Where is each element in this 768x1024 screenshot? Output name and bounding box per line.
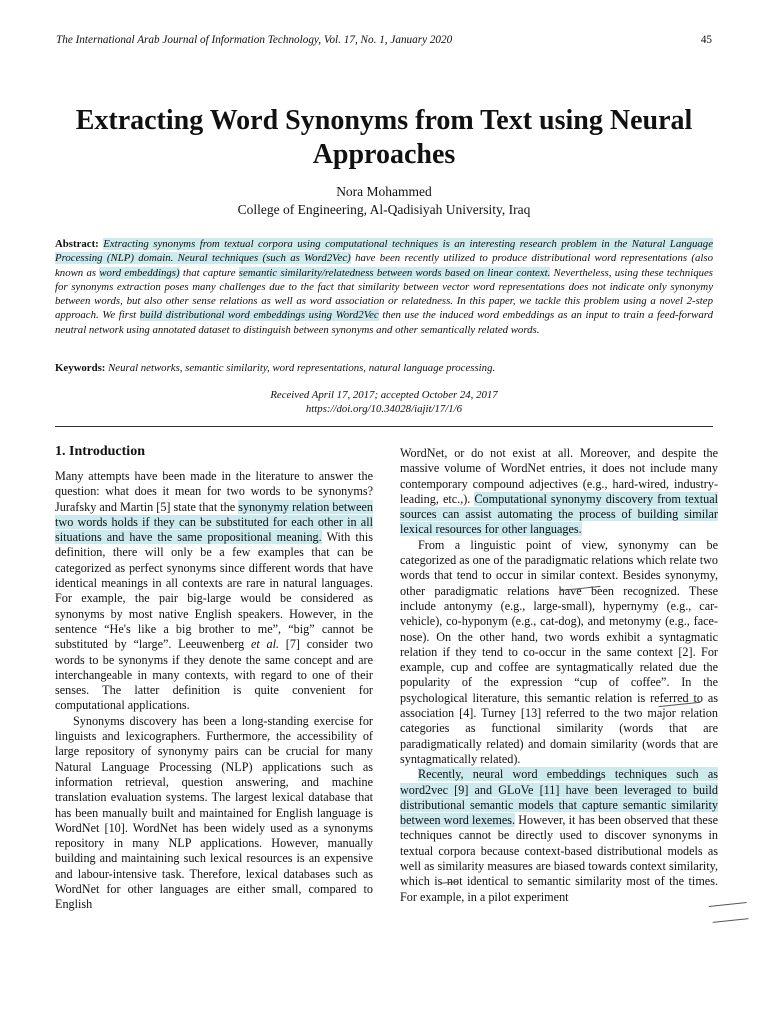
highlight: synonymy relation between two words holds if they can be substituted for each other in all situations and have the same propositional meaning. xyxy=(55,499,373,545)
paragraph: Synonyms discovery has been a long-standing exercise for linguists and lexicographers. Furthermore, the accessibility of large repository of synonymy pairs can be crucial for many Natural Language Processing (NLP) applications such as information retrieval, question answering, and machine translation evaluation systems. The largest lexical database that has been manually built and maintained for English language is WordNet [10]. WordNet has been widely used as a synonyms repository in many NLP applications. However, manually building and maintaining such lexical resources is an expensive and labour-intensive task. Therefore, lexical databases such as WordNet for other languages are either small, compared to English xyxy=(55,713,373,912)
paragraph-text: With this definition, there will only be a few examples that can be categorized as perfect synonyms since different words that have identical meanings in all contexts are rare in natural languages. For example, the pair big-large would be considered as synonyms by most native English speakers. However, in the sentence “He's like a big brother to me”, “big” cannot be substituted by “large”. Leeuwenberg xyxy=(55,530,373,652)
handwritten-annotation xyxy=(711,906,748,923)
section-heading: 1. Introduction xyxy=(55,444,145,459)
author-name: Nora Mohammed xyxy=(336,184,432,199)
paragraph xyxy=(55,469,373,714)
received-info xyxy=(40,388,728,416)
highlight: build distributional word embeddings using Word2Vec xyxy=(139,309,379,322)
paragraph-text: WordNet, or do not exist at all. Moreover, and despite the massive volume of WordNet entries, it does not include many contemporary compound adjectives (e.g., hard-wired, industry-leading, etc.,). xyxy=(400,446,718,506)
left-column xyxy=(55,444,373,913)
abstract xyxy=(55,237,713,337)
divider xyxy=(55,426,713,427)
paragraph: From a linguistic point of view, synonymy can be categorized as one of the paradigmatic relations which relate two words that tend to occur in similar context. Besides synonymy, other paradigmatic relations have been recognized. These include antonymy (e.g., large-small), hypernymy (e.g., car-vehicle), co-hyponym (e.g., cat-dog), and metonymy (e.g., face- nose). On the other hand, two words exhibit a syntagmatic relation if they tend to co-occur in the same context [2]. For example, cup and coffee are syntagmatically related due the popularity of the expression “cup of coffee”. In the psychological literature, this semantic relation is referred to as association [4]. Turney [13] referred to the two major relation categories as functional similarity (words that are paradigmatically related) and domain similarity (words that are syntagmatically related). xyxy=(400,537,718,766)
paper-title xyxy=(40,104,728,172)
paragraph-text: [7] consider two words to be synonyms if they denote the same concept and are interchangeable in many contexts, with regard to one of their senses. The latter definition is quite convenient for computational applications. xyxy=(55,637,373,713)
abstract-text: that capture xyxy=(179,266,239,279)
et-al: et al. xyxy=(251,637,280,652)
highlight: word embeddings) xyxy=(99,266,180,279)
highlight: semantic similarity/relatedness between words based on linear context. xyxy=(238,266,551,279)
author-block xyxy=(40,183,728,219)
running-head xyxy=(56,34,712,46)
right-column xyxy=(400,446,718,905)
paragraph xyxy=(400,446,718,538)
paragraph xyxy=(400,767,718,905)
paragraph-text: Many attempts have been made in the literature to answer the question: what does it mean for two words to be synonyms? Jurafsky and Martin [5] state that the xyxy=(55,469,373,514)
handwritten-annotation xyxy=(440,873,459,884)
keywords xyxy=(55,361,713,375)
doi-link[interactable]: https://doi.org/10.34028/iajit/17/1/6 xyxy=(305,403,463,415)
abstract-text: have been recently utilized to produce distributional word representations (also known as xyxy=(55,252,713,279)
highlight: Extracting synonyms from textual corpora using computational techniques is an interesting research problem in the Natural Language Processing (NLP) domain. Neural techniques (such as Word2Vec) xyxy=(55,238,713,265)
page-number: 45 xyxy=(700,34,712,46)
keywords-text: Neural networks, semantic similarity, word representations, natural language processing. xyxy=(108,362,496,374)
handwritten-annotation xyxy=(707,888,746,907)
received-dates: Received April 17, 2017; accepted October 24, 2017 xyxy=(270,389,498,401)
abstract-text: then use the induced word embeddings as an input to train a feed-forward neutral network using annotated dataset to distinguish between synonyms and other semantically related words. xyxy=(55,309,713,336)
journal-citation: The International Arab Journal of Information Technology, Vol. 17, No. 1, January 2020 xyxy=(56,34,453,46)
highlight: Computational synonymy discovery from textual sources can assist automating the process of building similar lexical resources for other languages. xyxy=(400,491,719,537)
abstract-text: Nevertheless, using these techniques for synonyms extraction poses many challenges due to the fact that similarity between vector word representations does not indicate only synonymy between words, but also other sense relations as well as word association or relatedness. In this paper, we tackle this problem using a novel 2-step approach. We first xyxy=(55,266,713,322)
title-line-2: Approaches xyxy=(312,139,456,170)
author-affiliation: College of Engineering, Al-Qadisiyah University, Iraq xyxy=(237,202,531,217)
paragraph-text: However, it has been observed that these techniques cannot be directly used to discover synonyms in textual corpora because context-based distributional models as well as similarity measures are biased towards context similarity, which is not identical to semantic similarity most of the times. For example, in a pilot experiment xyxy=(400,813,718,904)
title-line-1: Extracting Word Synonyms from Text using Neural xyxy=(75,105,693,136)
abstract-label: Abstract: xyxy=(55,238,99,250)
keywords-label: Keywords: xyxy=(55,362,106,374)
highlight: Recently, neural word embeddings techniques such as word2vec [9] and GLoVe [11] have been leveraged to build distributional semantic models that capture semantic similarity between word lexemes. xyxy=(400,767,718,828)
